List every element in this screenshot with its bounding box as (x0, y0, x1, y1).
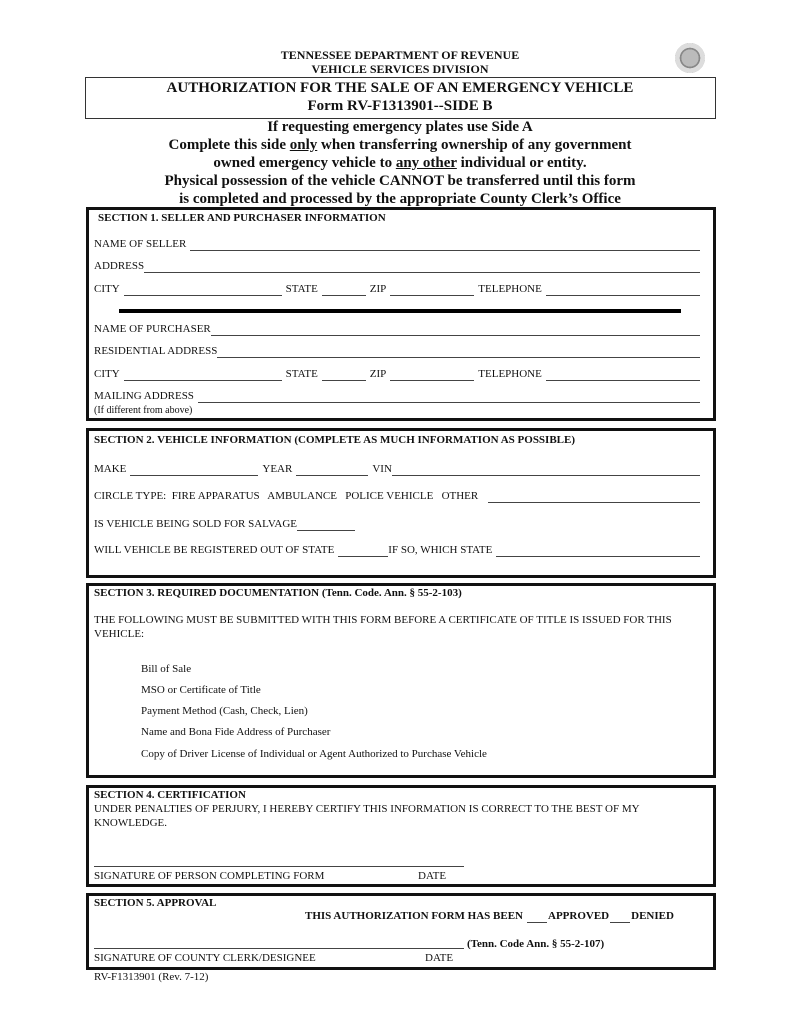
label: VIN (372, 463, 392, 475)
label: MAKE (94, 463, 127, 475)
section-5-heading: SECTION 5. APPROVAL (94, 897, 217, 909)
which-state-field[interactable] (496, 545, 700, 557)
clerk-date-label: DATE (425, 952, 454, 964)
salvage-row (94, 518, 704, 531)
required-doc-item: Copy of Driver License of Individual or Agent Authorized to Purchase Vehicle (141, 748, 487, 760)
seller-city-field[interactable] (124, 284, 282, 296)
make-year-vin-row (94, 463, 704, 476)
purchaser-city-row (94, 368, 704, 381)
form-id: Form RV-F1313901--SIDE B (307, 98, 493, 114)
intro-text: Complete this side (168, 137, 290, 153)
purchaser-telephone-field[interactable] (546, 369, 700, 381)
purchaser-state-field[interactable] (322, 369, 366, 381)
seller-address-row (94, 260, 704, 273)
section-1-heading: SECTION 1. SELLER AND PURCHASER INFORMATION (98, 212, 386, 224)
approved-checkbox[interactable] (527, 911, 547, 923)
purchaser-zip-field[interactable] (390, 369, 474, 381)
vin-field[interactable] (392, 464, 700, 476)
required-doc-item: Payment Method (Cash, Check, Lien) (141, 705, 308, 717)
seller-name-row (94, 238, 704, 251)
seller-city-row (94, 283, 704, 296)
other-type-field[interactable] (488, 491, 700, 503)
label: ZIP (369, 283, 387, 295)
department-name: TENNESSEE DEPARTMENT OF REVENUE (280, 48, 520, 62)
intro-text: owned emergency vehicle to (213, 155, 396, 171)
out-of-state-row (94, 544, 704, 557)
label: DENIED (631, 910, 674, 922)
seller-name-field[interactable] (190, 239, 700, 251)
label: CITY (94, 368, 120, 380)
divider (119, 309, 681, 313)
mailing-address-field[interactable] (198, 391, 700, 403)
intro-emphasis: only (289, 137, 318, 153)
section-3-intro: THE FOLLOWING MUST BE SUBMITTED WITH THIS FORM BEFORE A CERTIFICATE OF TITLE IS ISSUED FOR THIS VEHICLE: (94, 614, 672, 640)
out-of-state-field[interactable] (338, 545, 388, 557)
purchaser-name-row (94, 323, 704, 336)
clerk-signature-label: SIGNATURE OF COUNTY CLERK/DESIGNEE (94, 952, 316, 964)
label: ADDRESS (94, 260, 145, 272)
label: CIRCLE TYPE: FIRE APPARATUS AMBULANCE POLICE VEHICLE OTHER (94, 490, 479, 502)
salvage-field[interactable] (297, 519, 355, 531)
mailing-address-row (94, 390, 704, 403)
seller-zip-field[interactable] (390, 284, 474, 296)
section-4-heading: SECTION 4. CERTIFICATION (94, 789, 246, 801)
person-signature-field[interactable] (94, 866, 464, 867)
required-doc-item: Bill of Sale (141, 663, 192, 675)
state-seal-icon (675, 43, 705, 73)
label: STATE (285, 283, 318, 295)
label: NAME OF PURCHASER (94, 323, 211, 335)
label: APPROVED (548, 910, 610, 922)
circle-type-row (94, 490, 704, 503)
label: YEAR (262, 463, 293, 475)
form-revision: RV-F1313901 (Rev. 7-12) (94, 971, 209, 983)
denied-checkbox[interactable] (610, 911, 630, 923)
required-doc-item: MSO or Certificate of Title (141, 684, 261, 696)
purchaser-name-field[interactable] (211, 324, 700, 336)
seller-state-field[interactable] (322, 284, 366, 296)
residential-address-row (94, 345, 704, 358)
label: THIS AUTHORIZATION FORM HAS BEEN (305, 910, 524, 922)
label: IF SO, WHICH STATE (388, 544, 493, 556)
year-field[interactable] (296, 464, 368, 476)
label: WILL VEHICLE BE REGISTERED OUT OF STATE (94, 544, 335, 556)
intro-line-5: is completed and processed by the appropriate County Clerk’s Office (179, 191, 621, 207)
intro-line-2 (0, 136, 800, 154)
intro-line-1: If requesting emergency plates use Side A (267, 119, 533, 135)
division-name: VEHICLE SERVICES DIVISION (311, 62, 489, 76)
label: NAME OF SELLER (94, 238, 187, 250)
label: TELEPHONE (478, 368, 542, 380)
make-field[interactable] (130, 464, 258, 476)
intro-line-4: Physical possession of the vehicle CANNOT be transferred until this form (164, 173, 636, 189)
section-3-heading: SECTION 3. REQUIRED DOCUMENTATION (Tenn. Code. Ann. § 55-2-103) (94, 587, 462, 599)
label: ZIP (369, 368, 387, 380)
clerk-signature-field[interactable] (94, 948, 464, 949)
seller-address-field[interactable] (144, 261, 700, 273)
code-reference: (Tenn. Code Ann. § 55-2-107) (467, 938, 605, 950)
certification-statement: UNDER PENALTIES OF PERJURY, I HEREBY CERTIFY THIS INFORMATION IS CORRECT TO THE BEST OF MY KNOWLEDGE. (94, 803, 640, 829)
purchaser-city-field[interactable] (124, 369, 282, 381)
label: TELEPHONE (478, 283, 542, 295)
label: IS VEHICLE BEING SOLD FOR SALVAGE (94, 518, 298, 530)
form-title: AUTHORIZATION FOR THE SALE OF AN EMERGENCY VEHICLE (166, 80, 634, 96)
residential-address-field[interactable] (217, 346, 700, 358)
label: RESIDENTIAL ADDRESS (94, 345, 218, 357)
intro-text: individual or entity. (456, 155, 587, 171)
mailing-note: (If different from above) (94, 405, 193, 416)
intro-line-3 (0, 154, 800, 172)
person-date-label: DATE (418, 870, 447, 882)
section-2-heading: SECTION 2. VEHICLE INFORMATION (COMPLETE AS MUCH INFORMATION AS POSSIBLE) (94, 434, 576, 446)
label: STATE (285, 368, 318, 380)
label: CITY (94, 283, 120, 295)
person-signature-label: SIGNATURE OF PERSON COMPLETING FORM (94, 870, 325, 882)
required-doc-item: Name and Bona Fide Address of Purchaser (141, 726, 331, 738)
intro-emphasis: any other (395, 155, 457, 171)
approval-row (305, 910, 674, 923)
label: MAILING ADDRESS (94, 390, 194, 402)
seller-telephone-field[interactable] (546, 284, 700, 296)
intro-text: when transferring ownership of any government (317, 137, 632, 153)
